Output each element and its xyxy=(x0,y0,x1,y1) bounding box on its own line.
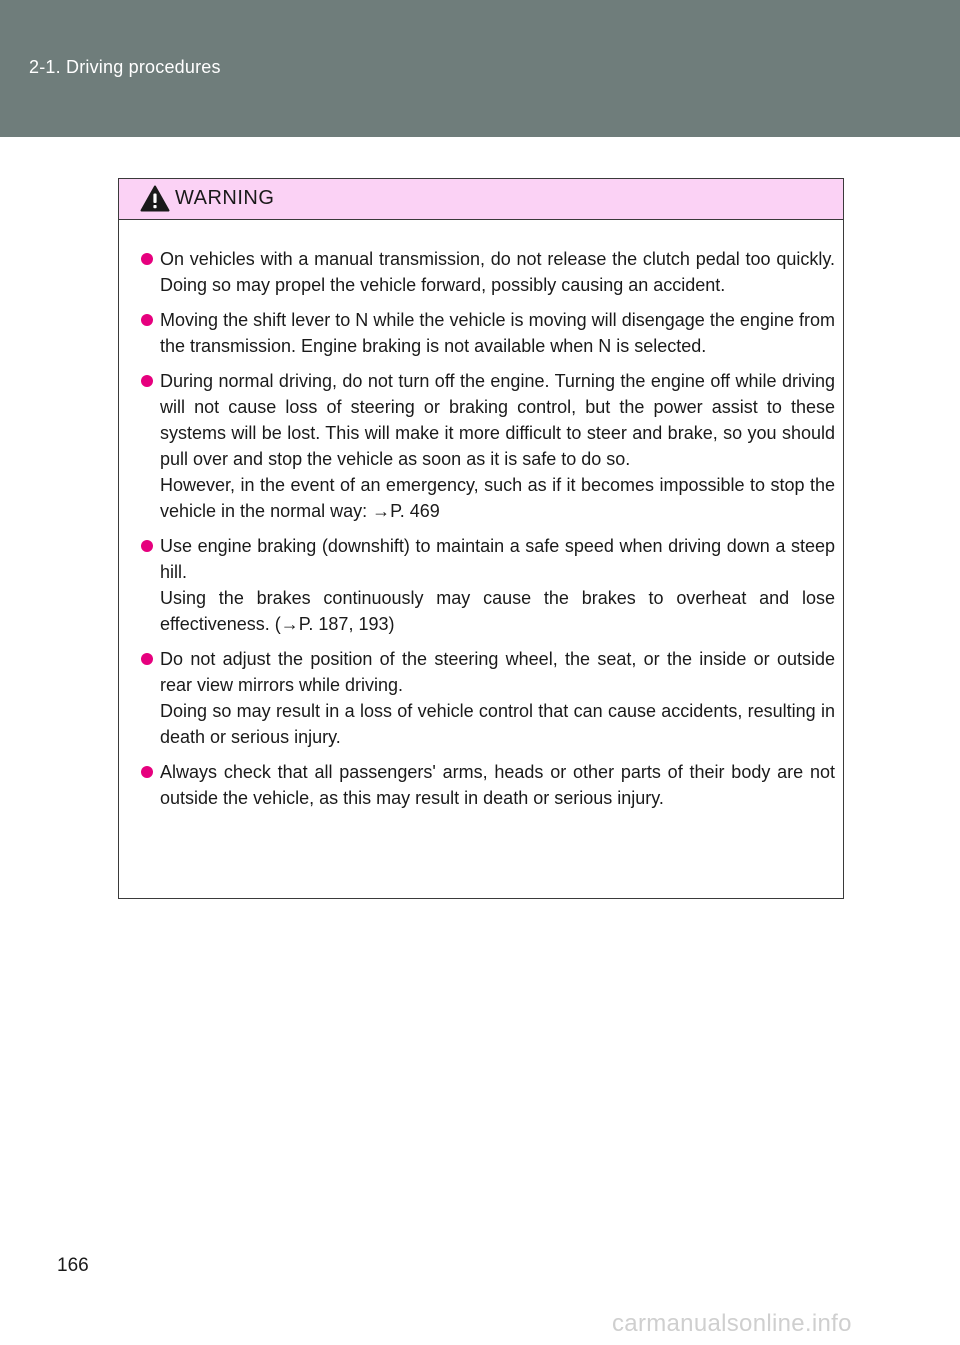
warning-item-text: Moving the shift lever to N while the vehicle is moving will disengage the engine from the transmission. Engine braking is not available when N is selected. xyxy=(160,310,835,356)
warning-item xyxy=(141,533,835,637)
bullet-dot-icon xyxy=(141,375,153,387)
warning-title: WARNING xyxy=(175,187,275,209)
warning-item-text: Do not adjust the position of the steering wheel, the seat, or the inside or outside rear view mirrors while driving. xyxy=(160,649,835,695)
warning-item-text: Using the brakes continuously may cause the brakes to overheat and lose effectiveness. (→P. 187, 193) xyxy=(160,588,835,634)
warning-item xyxy=(141,307,835,359)
warning-item xyxy=(141,759,835,811)
watermark: carmanualsonline.info xyxy=(612,1310,852,1337)
warning-item xyxy=(141,646,835,750)
warning-item-text: On vehicles with a manual transmission, do not release the clutch pedal too quickly. Doing so may propel the vehicle forward, possibly causing an accident. xyxy=(160,249,835,295)
warning-box xyxy=(118,178,844,899)
section-title: 2-1. Driving procedures xyxy=(29,57,221,77)
warning-item-text: However, in the event of an emergency, such as if it becomes impossible to stop the vehicle in the normal way: →P. 469 xyxy=(160,475,835,521)
bullet-dot-icon xyxy=(141,253,153,265)
page-number: 166 xyxy=(57,1255,89,1276)
warning-item-text: During normal driving, do not turn off the engine. Turning the engine off while driving will not cause loss of steering or braking control, but the power assist to these systems will be lost. This will make it more difficult to steer and brake, so you should pull over and stop the vehicle as soon as it is safe to do so. xyxy=(160,371,835,469)
bullet-dot-icon xyxy=(141,766,153,778)
bullet-dot-icon xyxy=(141,314,153,326)
warning-triangle-icon xyxy=(140,185,170,212)
bullet-dot-icon xyxy=(141,540,153,552)
bullet-dot-icon xyxy=(141,653,153,665)
warning-item-text: Use engine braking (downshift) to maintain a safe speed when driving down a steep hill. xyxy=(160,536,835,582)
warning-item-text: Doing so may result in a loss of vehicle control that can cause accidents, resulting in death or serious injury. xyxy=(160,701,835,747)
warning-item xyxy=(141,246,835,298)
warning-list xyxy=(119,220,843,811)
warning-item-text: Always check that all passengers' arms, heads or other parts of their body are not outside the vehicle, as this may result in death or serious injury. xyxy=(160,762,835,808)
warning-item xyxy=(141,368,835,524)
header-band xyxy=(0,0,960,137)
warning-header xyxy=(119,179,843,220)
